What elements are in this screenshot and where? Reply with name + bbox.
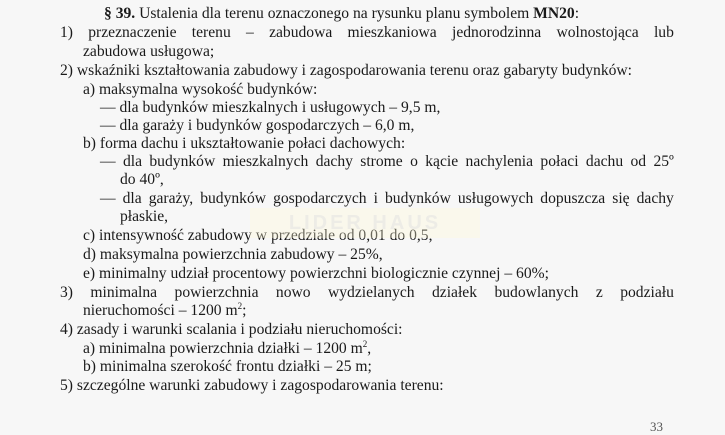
heading-colon: :: [574, 5, 580, 22]
word: —: [100, 190, 116, 207]
item-2b: b) forma dachu i ukształtowanie połaci dachowych:: [83, 135, 406, 152]
item-2a: a) maksymalna wysokość budynków:: [83, 81, 318, 98]
word: dachy: [636, 190, 674, 207]
word: strome: [360, 153, 403, 170]
item-1-line: [60, 24, 674, 41]
word: nachylenia: [465, 153, 534, 170]
word: nowo: [275, 284, 311, 301]
item-4: 4) zasady i warunki scalania i podziału nieruchomości:: [60, 321, 403, 338]
word: lub: [653, 24, 674, 41]
item-5: 5) szczególne warunki zabudowy i zagospodarowania terenu:: [60, 377, 444, 394]
word: usługowych: [457, 190, 534, 207]
item-2c: c) intensywność zabudowy w przedziale od 0,01 do 0,5,: [83, 227, 433, 244]
word: dopuszcza: [540, 190, 606, 207]
watermark: LIDER HAUS: [250, 208, 480, 238]
item-2a-1: — dla budynków mieszkalnych i usługowych – 9,5 m,: [100, 99, 441, 116]
word: dachy: [315, 153, 353, 170]
section-title: Ustalenia dla terenu oznaczonego na rysunku planu symbolem: [139, 5, 530, 22]
word: kącie: [425, 153, 459, 170]
item-2b-2-line: [100, 190, 674, 207]
word: dachu: [585, 153, 624, 170]
section-heading: [104, 5, 579, 22]
item-2b-1-cont: do 40º,: [120, 171, 164, 188]
item-4b: b) minimalna szerokość frontu działki – 25 m;: [83, 358, 372, 375]
word: od: [630, 153, 647, 170]
word: —: [100, 153, 116, 170]
word: jednorodzinna: [451, 24, 542, 41]
item-2e: e) minimalny udział procentowy powierzchni biologicznie czynnej – 60%;: [83, 265, 549, 282]
item-4a-end: ,: [367, 340, 372, 357]
word: mieszkaniowa: [347, 24, 437, 41]
item-4a: [83, 340, 371, 357]
word: dla: [122, 153, 143, 170]
word: 25º: [653, 153, 674, 170]
item-4a-text: a) minimalna powierzchnia działki – 1200 m: [83, 340, 363, 357]
word: o: [410, 153, 418, 170]
zone-symbol: MN20: [533, 5, 575, 22]
item-3-line: [60, 284, 674, 301]
word: podziału: [620, 284, 674, 301]
item-3-cont: [83, 302, 246, 319]
superscript: 2: [237, 301, 243, 311]
word: minimalna: [90, 284, 158, 301]
section-number: § 39.: [104, 5, 136, 22]
word: działek: [432, 284, 478, 301]
word: wolnostojąca: [556, 24, 639, 41]
word: garaży,: [148, 190, 194, 207]
item-2a-2: — dla garaży i budynków gospodarczych – 6,0 m,: [100, 117, 415, 134]
word: budowlanych: [494, 284, 579, 301]
item-2b-1-line: [100, 153, 674, 170]
word: mieszkalnych: [222, 153, 309, 170]
item-2d: d) maksymalna powierzchnia zabudowy – 25%,: [83, 246, 383, 263]
word: budynków: [200, 190, 267, 207]
item-2: 2) wskaźniki kształtowania zabudowy i zagospodarowania terenu oraz gabaryty budynków:: [60, 62, 633, 79]
word: budynków: [149, 153, 216, 170]
superscript: 2: [362, 339, 368, 349]
word: zabudowa: [269, 24, 333, 41]
page-number: 33: [650, 419, 663, 434]
word: 1): [60, 24, 73, 41]
item-3-end: ;: [242, 302, 247, 319]
word: z: [595, 284, 603, 301]
word: 3): [60, 284, 73, 301]
word: przeznaczenie: [88, 24, 177, 41]
item-3-cont-text: nieruchomości – 1200 m: [83, 302, 238, 319]
word: połaci: [540, 153, 579, 170]
word: wydzielanych: [327, 284, 415, 301]
word: terenu: [191, 24, 231, 41]
item-2b-2-cont: płaskie,: [120, 208, 169, 225]
item-1-cont: zabudowa usługowa;: [83, 43, 215, 60]
word: budynków: [385, 190, 451, 207]
word: dla: [122, 190, 142, 207]
word: –: [246, 24, 254, 41]
word: gospodarczych: [273, 190, 367, 207]
word: powierzchnia: [174, 284, 259, 301]
word: się: [612, 190, 630, 207]
word: i: [373, 190, 378, 207]
